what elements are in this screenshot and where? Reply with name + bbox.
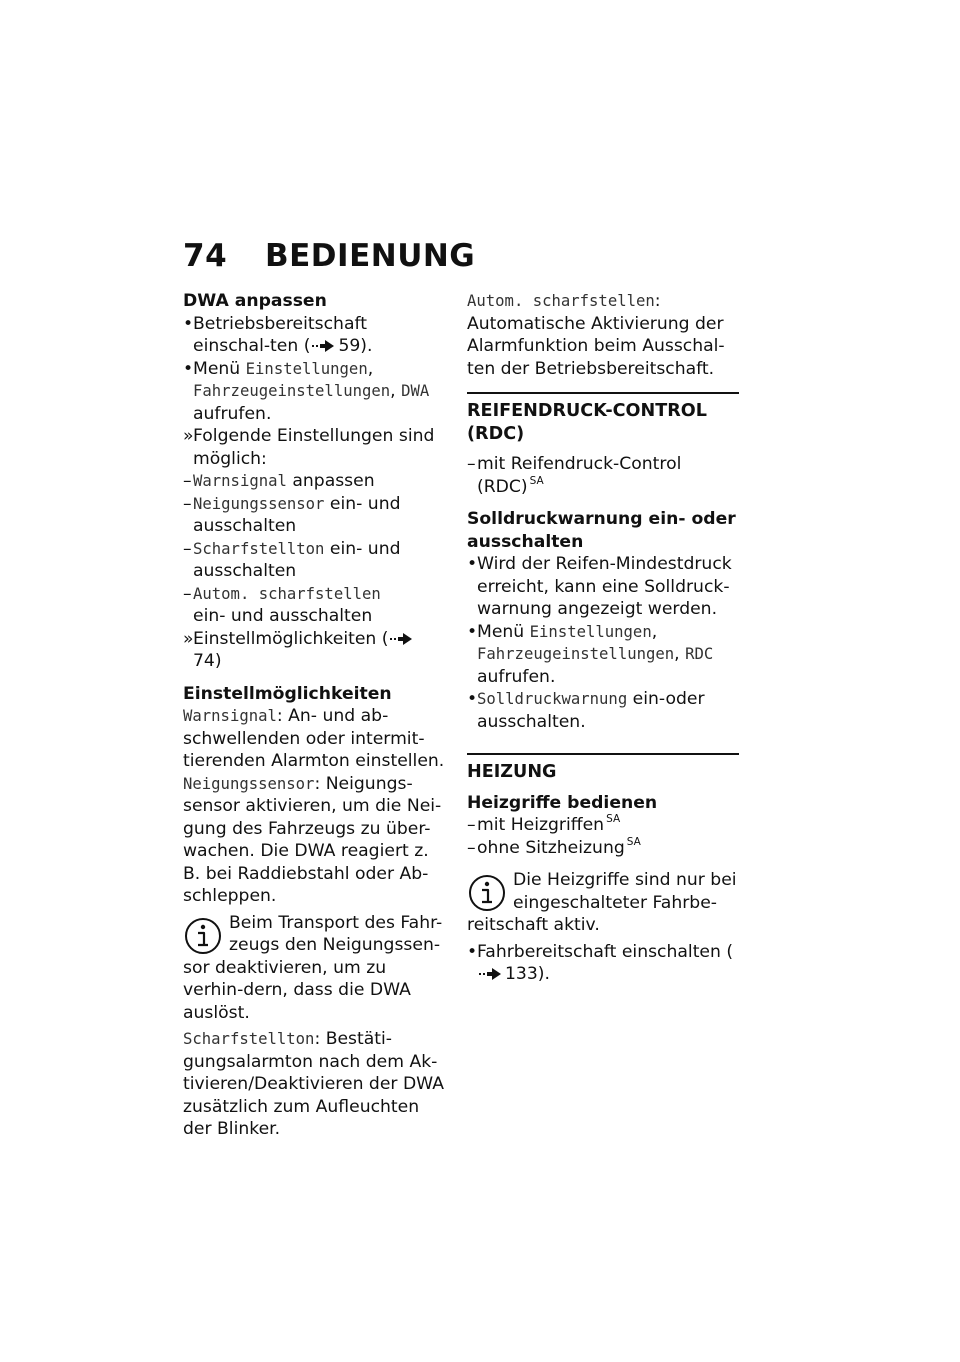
list-item: [467, 453, 739, 498]
dash-icon: –: [467, 837, 476, 858]
dash-icon: –: [183, 538, 192, 559]
dash-icon: –: [183, 583, 192, 604]
list-item: [183, 313, 445, 358]
option-description: [183, 773, 445, 908]
option-code: Scharfstellton: [193, 539, 325, 558]
chapter-title: BEDIENUNG: [265, 238, 476, 274]
info-icon: [467, 873, 507, 913]
right-column: [467, 290, 739, 986]
list-item: [183, 425, 445, 470]
special-equipment-badge: SA: [529, 474, 544, 487]
result-arrow-icon: »: [183, 628, 194, 649]
page-header: [183, 238, 475, 274]
description-text: : Automatische Aktivierung der Alarmfunktion beim Ausschal-ten der Betriebsbereitschaft.: [467, 291, 725, 379]
menu-path: DWA: [401, 382, 430, 400]
description-text: : Neigungs-sensor aktivieren, um die Nei-gung des Fahrzeugs zu über-wachen. Die DWA reagiert z. B. bei Raddiebstahl oder Ab-schleppen.: [183, 773, 442, 906]
separator: ,: [651, 621, 658, 642]
note-text: Beim Transport des Fahr-zeugs den Neigungssen-sor deaktivieren, um zu verhin-dern, dass die DWA auslöst.: [183, 912, 443, 1023]
section-options-title: Einstellmöglichkeiten: [183, 683, 392, 704]
dash-icon: –: [467, 815, 476, 835]
info-note: [467, 869, 739, 937]
option-code: Autom. scharfstellen: [193, 584, 381, 603]
step-text: Wird der Reifen-Mindestdruck erreicht, kann eine Solldruck-warnung angezeigt werden.: [477, 554, 732, 619]
menu-path: Fahrzeugeinstellungen: [477, 645, 675, 663]
page-ref: 59).: [338, 336, 373, 356]
dash-icon: –: [183, 493, 192, 514]
bullet-icon: •: [467, 621, 478, 642]
bullet-icon: •: [467, 941, 478, 962]
list-item: [183, 583, 445, 628]
equipment-requirement: mit Heizgriffen: [477, 815, 605, 835]
step-text: aufrufen.: [477, 666, 556, 687]
option-code: Neigungssensor: [183, 774, 315, 793]
option-code: Warnsignal: [183, 707, 277, 725]
dash-icon: –: [183, 471, 192, 491]
option-code: Neigungssensor: [193, 494, 325, 513]
page-ref-arrow-icon: [312, 340, 334, 352]
left-column: [183, 290, 445, 1141]
list-item: [183, 628, 445, 673]
option-description: [183, 1028, 445, 1141]
bullet-icon: •: [467, 554, 478, 574]
step-text: Betriebsbereitschaft einschal-ten (: [193, 313, 367, 356]
page-ref-arrow-icon: [479, 968, 501, 980]
page-ref: 133).: [505, 964, 550, 984]
option-description: [183, 705, 445, 773]
bullet-icon: •: [467, 689, 478, 709]
option-text: ein- und ausschalten: [193, 493, 401, 536]
option-description: [467, 290, 739, 380]
special-equipment-badge: SA: [606, 813, 621, 825]
step-text: aufrufen.: [193, 403, 272, 424]
option-text: ein- und ausschalten: [193, 606, 373, 626]
separator: ,: [674, 644, 680, 664]
special-equipment-badge: SA: [626, 835, 641, 848]
menu-path: Einstellungen: [245, 359, 368, 378]
step-text: Menü: [193, 358, 246, 379]
dash-icon: –: [467, 454, 476, 474]
option-code: Warnsignal: [193, 472, 287, 490]
section-dwa-title: DWA anpassen: [183, 291, 327, 311]
list-item: [467, 941, 739, 986]
list-item: [467, 814, 739, 837]
section-rdc-title: REIFENDRUCK-CONTROL (RDC): [467, 392, 739, 445]
note-text: Die Heizgriffe sind nur bei eingeschalteter Fahrbe-reitschaft aktiv.: [467, 870, 737, 935]
equipment-requirement: mit Reifendruck-Control (RDC): [477, 454, 682, 497]
option-code: Autom. scharfstellen: [467, 292, 655, 310]
info-note: [183, 912, 445, 1025]
section-heating-title: HEIZUNG: [467, 753, 739, 784]
step-text: ein-oder ausschalten.: [477, 689, 705, 732]
list-item: [183, 358, 445, 426]
list-item: [183, 493, 445, 538]
list-item: [183, 470, 445, 493]
step-text: Menü: [477, 621, 530, 642]
bullet-icon: •: [183, 313, 194, 334]
separator: ,: [367, 358, 374, 379]
menu-path: Fahrzeugeinstellungen: [193, 382, 391, 400]
page-number: 74: [183, 238, 228, 274]
description-text: : An- und ab-schwellenden oder intermit-tierenden Alarmton einstellen.: [183, 706, 445, 771]
separator: ,: [390, 381, 396, 401]
result-text: Einstellmöglichkeiten (: [193, 628, 389, 649]
option-code: Solldruckwarnung: [477, 690, 628, 708]
option-text: anpassen: [286, 471, 375, 491]
section-pressure-warning-title: Solldruckwarnung ein- oder ausschalten: [467, 509, 736, 552]
result-arrow-icon: »: [183, 426, 194, 446]
equipment-requirement: ohne Sitzheizung: [477, 837, 625, 858]
menu-path: Einstellungen: [529, 622, 652, 641]
page-ref: 74): [193, 651, 222, 671]
description-text: : Bestäti-gungsalarmton nach dem Ak-tivieren/Deaktivieren der DWA zusätzlich zum Aufleuchten der Blinker.: [183, 1029, 444, 1139]
list-item: [467, 688, 739, 733]
section-grips-title: Heizgriffe bedienen: [467, 792, 658, 813]
info-icon: [183, 916, 223, 956]
menu-path: RDC: [685, 645, 714, 663]
page-ref-arrow-icon: [390, 633, 412, 645]
result-text: Folgende Einstellungen sind möglich:: [193, 426, 435, 469]
bullet-icon: •: [183, 358, 194, 379]
list-item: [467, 621, 739, 689]
step-text: Fahrbereitschaft einschalten (: [477, 941, 734, 962]
list-item: [183, 538, 445, 583]
list-item: [467, 837, 739, 860]
list-item: [467, 553, 739, 621]
option-code: Scharfstellton: [183, 1030, 315, 1048]
option-text: ein- und ausschalten: [193, 538, 401, 581]
